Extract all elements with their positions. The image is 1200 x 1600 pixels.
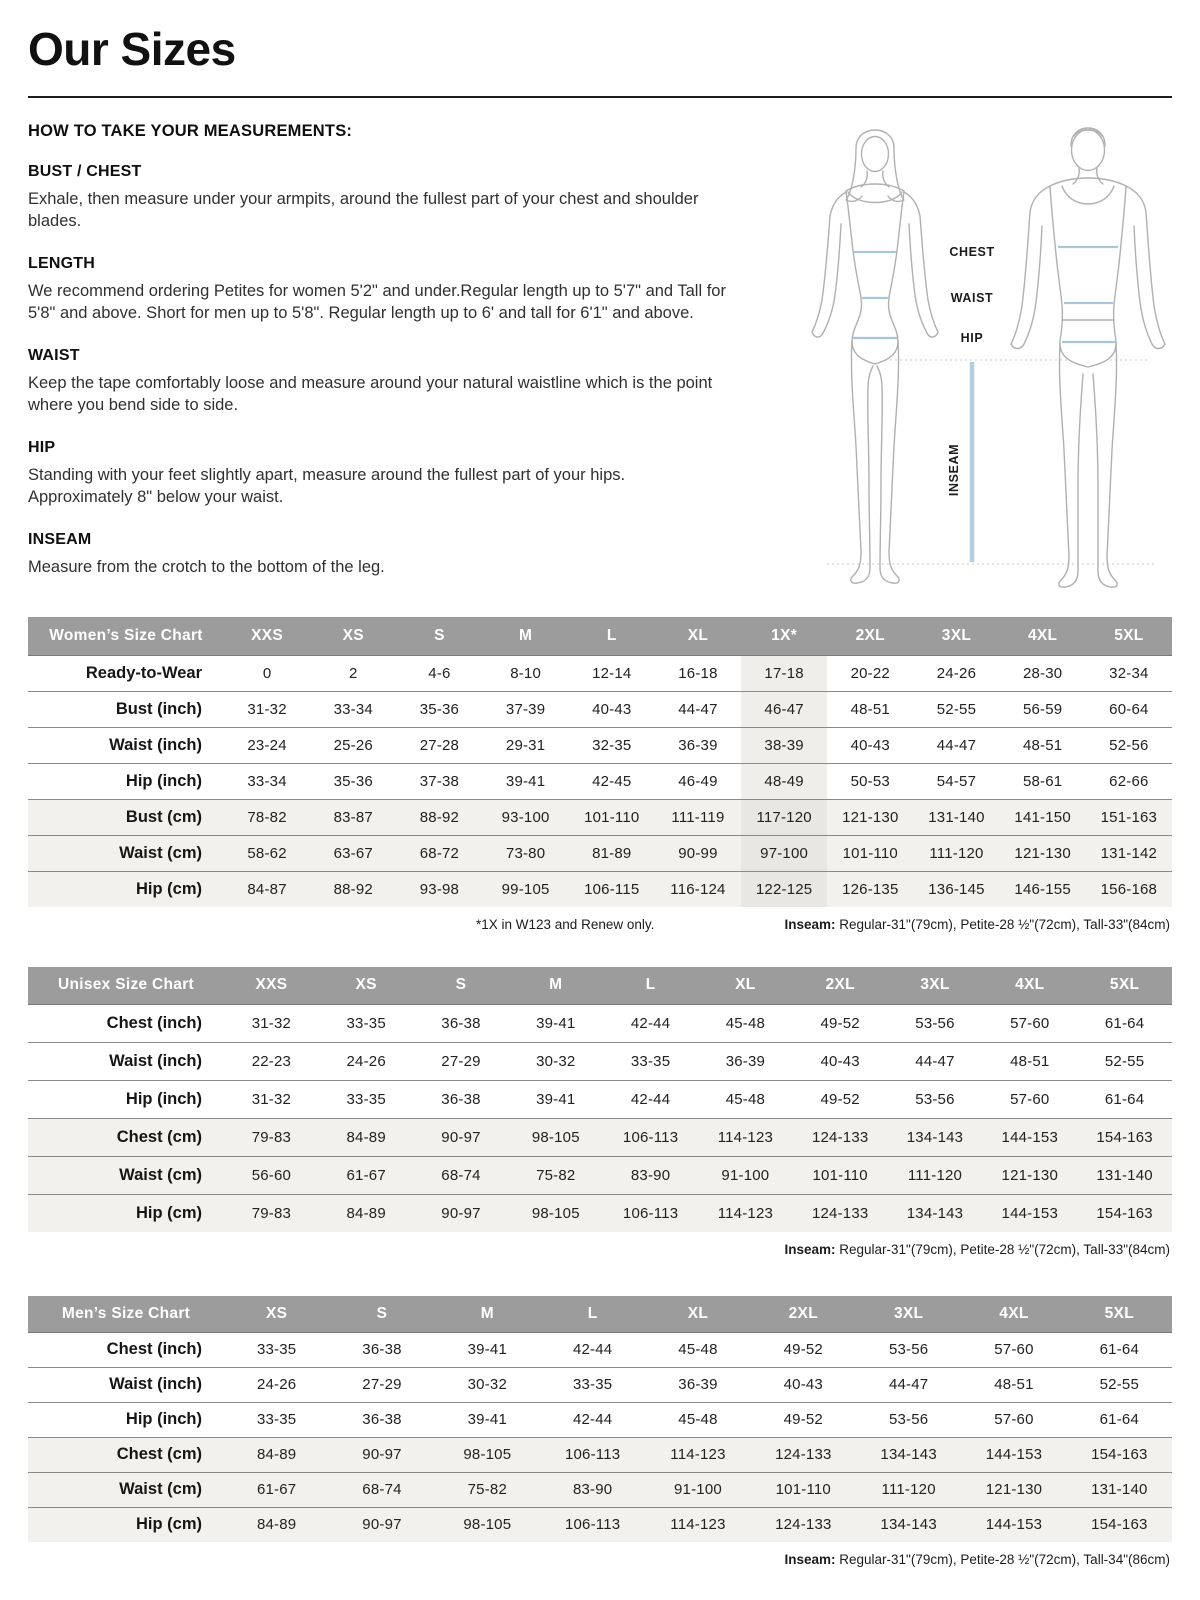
size-cell: 24-26 (936, 664, 977, 682)
size-cell: 44-47 (856, 1367, 961, 1402)
size-cell: 97-100 (741, 835, 827, 871)
size-cell: 33-35 (346, 1014, 386, 1032)
size-cell: 79-83 (224, 1194, 319, 1232)
how-to-heading: HOW TO TAKE YOUR MEASUREMENTS: (28, 122, 353, 140)
size-cell: 4-6 (428, 664, 451, 682)
size-cell: 45-48 (725, 1014, 766, 1032)
table-row (28, 1042, 1172, 1080)
size-cell: 33-34 (310, 691, 396, 727)
column-header: 3XL (913, 617, 999, 655)
inseam-note: Inseam: Regular-31"(79cm), Petite-28 ½"(72cm), Tall-33"(84cm) (784, 1242, 1170, 1257)
size-cell: 39-41 (508, 1080, 603, 1118)
size-cell: 48-51 (982, 1042, 1077, 1080)
table-row (28, 691, 1172, 727)
column-header: 4XL (982, 967, 1077, 1004)
size-cell: 154-163 (1077, 1118, 1172, 1156)
size-cell: 42-45 (569, 763, 655, 799)
size-cell: 39-41 (536, 1014, 576, 1032)
size-cell: 30-32 (508, 1042, 603, 1080)
size-cell: 46-49 (655, 763, 741, 799)
row-label: Hip (cm) (28, 1507, 224, 1542)
column-header: S (329, 1296, 434, 1332)
size-cell: 90-97 (329, 1437, 434, 1472)
size-cell: 33-35 (603, 1042, 698, 1080)
size-cell: 83-90 (603, 1156, 698, 1194)
size-cell: 93-100 (483, 799, 569, 835)
column-header: 2XL (751, 1296, 856, 1332)
table-row (28, 1080, 1172, 1118)
size-cell: 36-39 (698, 1042, 793, 1080)
size-cell: 79-83 (224, 1118, 319, 1156)
size-cell: 58-62 (224, 835, 310, 871)
size-cell: 36-38 (441, 1014, 481, 1032)
size-cell: 58-61 (1000, 763, 1086, 799)
size-cell: 121-130 (1000, 835, 1086, 871)
size-cell: 134-143 (856, 1507, 961, 1542)
size-cell: 106-113 (540, 1507, 645, 1542)
size-cell: 101-110 (751, 1472, 856, 1507)
size-cell: 61-67 (319, 1156, 414, 1194)
woman-figure-outline (812, 130, 938, 583)
row-label: Hip (cm) (28, 871, 224, 907)
table-row (28, 1472, 1172, 1507)
column-header: XS (319, 967, 414, 1004)
size-cell: 131-140 (1067, 1472, 1172, 1507)
table-row (28, 1194, 1172, 1232)
size-cell: 81-89 (569, 835, 655, 871)
size-cell: 124-133 (751, 1437, 856, 1472)
size-cell: 40-43 (827, 727, 913, 763)
section-body-hip: Standing with your feet slightly apart, measure around the fullest part of your hips. Approximately 8" below your waist. (28, 465, 626, 507)
size-cell: 33-35 (256, 1341, 297, 1358)
size-cell: 62-66 (1086, 763, 1172, 799)
size-cell: 144-153 (982, 1194, 1077, 1232)
size-cell: 36-38 (362, 1341, 402, 1358)
table-notes (28, 1242, 1172, 1262)
size-cell: 131-140 (1077, 1156, 1172, 1194)
size-cell: 61-64 (1099, 1341, 1139, 1358)
size-cell: 49-52 (751, 1402, 856, 1437)
size-cell: 122-125 (741, 871, 827, 907)
size-cell: 131-142 (1086, 835, 1172, 871)
size-cell: 57-60 (982, 1080, 1077, 1118)
size-cell: 111-120 (913, 835, 999, 871)
table-row (28, 1437, 1172, 1472)
size-cell: 124-133 (751, 1507, 856, 1542)
size-cell: 52-55 (1077, 1042, 1172, 1080)
column-header: 1X* (741, 617, 827, 655)
row-label: Waist (cm) (28, 1472, 224, 1507)
size-cell: 42-44 (603, 1080, 698, 1118)
size-cell: 124-133 (793, 1194, 888, 1232)
size-cell: 121-130 (982, 1156, 1077, 1194)
size-cell: 134-143 (888, 1194, 983, 1232)
size-cell: 91-100 (698, 1156, 793, 1194)
size-cell: 90-97 (329, 1507, 434, 1542)
size-cell: 0 (262, 664, 272, 682)
unisex-size-chart (28, 967, 1172, 1262)
size-cell: 54-57 (913, 763, 999, 799)
column-header: XL (655, 617, 741, 655)
size-cell: 134-143 (888, 1118, 983, 1156)
size-cell: 31-32 (224, 1080, 319, 1118)
size-cell: 93-98 (396, 871, 482, 907)
size-cell: 50-53 (827, 763, 913, 799)
diagram-label-waist: WAIST (950, 291, 994, 305)
row-label: Waist (cm) (28, 835, 224, 871)
table-notes (28, 917, 1172, 937)
size-cell: 154-163 (1067, 1437, 1172, 1472)
size-cell: 40-43 (569, 691, 655, 727)
size-cell: 42-44 (572, 1341, 613, 1358)
size-cell: 61-67 (224, 1472, 329, 1507)
size-cell: 36-38 (414, 1080, 509, 1118)
column-header: M (508, 967, 603, 1004)
size-cell: 53-56 (888, 1080, 983, 1118)
size-cell: 36-39 (655, 727, 741, 763)
table-row (28, 763, 1172, 799)
size-cell: 24-26 (224, 1367, 329, 1402)
section-body-bust-chest: Exhale, then measure under your armpits, around the fullest part of your chest and shoulder blades. (28, 190, 699, 231)
size-cell: 29-31 (483, 727, 569, 763)
size-cell: 63-67 (310, 835, 396, 871)
man-figure-outline (1011, 128, 1165, 587)
size-cell: 151-163 (1086, 799, 1172, 835)
size-cell: 49-52 (820, 1014, 860, 1032)
size-cell: 90-97 (414, 1194, 509, 1232)
column-header: XS (310, 617, 396, 655)
table-row (28, 655, 1172, 691)
row-label: Chest (cm) (28, 1437, 224, 1472)
column-header: XS (224, 1296, 329, 1332)
how-to-section (28, 122, 733, 578)
column-header: 4XL (1000, 617, 1086, 655)
size-cell: 16-18 (678, 664, 718, 682)
table-title: Men’s Size Chart (28, 1296, 224, 1332)
size-cell: 60-64 (1086, 691, 1172, 727)
measurement-figures-illustration (782, 112, 1178, 590)
size-cell: 39-41 (435, 1402, 540, 1437)
size-cell: 114-123 (698, 1118, 793, 1156)
column-header: 5XL (1067, 1296, 1172, 1332)
size-cell: 88-92 (310, 871, 396, 907)
size-cell: 44-47 (913, 727, 999, 763)
size-cell: 45-48 (645, 1402, 750, 1437)
size-cell: 144-153 (961, 1437, 1066, 1472)
size-cell: 61-64 (1104, 1014, 1145, 1032)
size-cell: 2 (348, 664, 358, 682)
section-body-inseam: Measure from the crotch to the bottom of the leg. (28, 557, 385, 576)
section-heading-inseam: INSEAM (28, 530, 92, 548)
size-cell: 88-92 (396, 799, 482, 835)
size-cell: 84-89 (224, 1507, 329, 1542)
size-cell: 39-41 (483, 763, 569, 799)
size-cell: 8-10 (510, 664, 542, 682)
size-cell: 136-145 (913, 871, 999, 907)
table-row (28, 1156, 1172, 1194)
size-cell: 52-55 (913, 691, 999, 727)
size-cell: 44-47 (888, 1042, 983, 1080)
size-cell: 28-30 (1022, 664, 1063, 682)
size-cell: 32-34 (1109, 664, 1149, 682)
row-label: Chest (cm) (28, 1118, 224, 1156)
size-cell: 68-74 (329, 1472, 434, 1507)
size-cell: 90-97 (414, 1118, 509, 1156)
size-cell: 141-150 (1000, 799, 1086, 835)
size-cell: 101-110 (793, 1156, 888, 1194)
size-cell: 83-90 (540, 1472, 645, 1507)
size-cell: 154-163 (1067, 1507, 1172, 1542)
size-cell: 27-28 (396, 727, 482, 763)
size-cell: 75-82 (508, 1156, 603, 1194)
size-cell: 45-48 (698, 1080, 793, 1118)
size-cell: 35-36 (310, 763, 396, 799)
column-header: 3XL (856, 1296, 961, 1332)
size-cell: 114-123 (698, 1194, 793, 1232)
section-heading-length: LENGTH (28, 254, 95, 272)
size-cell: 53-56 (856, 1402, 961, 1437)
size-cell: 49-52 (783, 1341, 823, 1358)
size-cell: 84-89 (319, 1118, 414, 1156)
size-cell: 78-82 (224, 799, 310, 835)
section-heading-waist: WAIST (28, 346, 80, 364)
row-label: Chest (inch) (106, 1340, 202, 1358)
size-cell: 37-39 (483, 691, 569, 727)
size-cell: 39-41 (467, 1341, 507, 1358)
table-row (28, 1004, 1172, 1042)
size-cell: 48-51 (827, 691, 913, 727)
size-cell: 45-48 (678, 1341, 718, 1358)
size-cell: 156-168 (1086, 871, 1172, 907)
size-cell: 40-43 (793, 1042, 888, 1080)
table-row (28, 1402, 1172, 1437)
size-cell: 56-60 (224, 1156, 319, 1194)
size-cell: 57-60 (1010, 1014, 1050, 1032)
size-cell: 114-123 (645, 1437, 750, 1472)
size-cell: 134-143 (856, 1437, 961, 1472)
page-title: Our Sizes (28, 23, 236, 75)
inseam-note: Inseam: Regular-31"(79cm), Petite-28 ½"(72cm), Tall-33"(84cm) (784, 917, 1170, 932)
diagram-label-chest: CHEST (949, 245, 995, 259)
size-cell: 57-60 (961, 1402, 1066, 1437)
body-outline-diagram (782, 112, 1178, 590)
row-label: Bust (inch) (28, 691, 224, 727)
size-cell: 111-120 (856, 1472, 961, 1507)
size-cell: 98-105 (435, 1507, 540, 1542)
table-title: Unisex Size Chart (28, 967, 224, 1004)
size-cell: 101-110 (827, 835, 913, 871)
size-cell: 46-47 (741, 691, 827, 727)
size-cell: 33-35 (319, 1080, 414, 1118)
column-header: 2XL (827, 617, 913, 655)
size-cell: 144-153 (982, 1118, 1077, 1156)
size-cell: 31-32 (251, 1014, 292, 1032)
size-cell: 91-100 (645, 1472, 750, 1507)
size-cell: 111-120 (888, 1156, 983, 1194)
size-cell: 52-56 (1086, 727, 1172, 763)
size-cell: 12-14 (592, 664, 632, 682)
size-cell: 83-87 (310, 799, 396, 835)
title-underline (28, 96, 1172, 98)
size-table (28, 1296, 1172, 1542)
size-cell: 106-113 (540, 1437, 645, 1472)
row-label: Waist (cm) (28, 1156, 224, 1194)
size-cell: 68-72 (396, 835, 482, 871)
column-header: L (603, 967, 698, 1004)
size-cell: 44-47 (655, 691, 741, 727)
size-cell: 22-23 (224, 1042, 319, 1080)
row-label: Waist (inch) (28, 727, 224, 763)
column-header: L (540, 1296, 645, 1332)
size-cell: 106-113 (603, 1194, 698, 1232)
table-title: Women’s Size Chart (28, 617, 224, 655)
inseam-note: Inseam: Regular-31"(79cm), Petite-28 ½"(72cm), Tall-34"(86cm) (784, 1552, 1170, 1567)
size-cell: 61-64 (1067, 1402, 1172, 1437)
column-header: XL (645, 1296, 750, 1332)
column-header: 3XL (888, 967, 983, 1004)
row-label: Hip (cm) (28, 1194, 224, 1232)
table-notes (28, 1552, 1172, 1572)
section-body-length: We recommend ordering Petites for women 5'2" and under.Regular length up to 5'7" and Tall for 5'8" and above. Short for men up to 5'8". Regular length up to 6' and tall for 6'1" and above. (28, 281, 726, 323)
size-table (28, 967, 1172, 1232)
size-cell: 131-140 (913, 799, 999, 835)
table-row (28, 1332, 1172, 1367)
size-cell: 121-130 (961, 1472, 1066, 1507)
size-cell: 68-74 (414, 1156, 509, 1194)
size-cell: 52-55 (1067, 1367, 1172, 1402)
size-cell: 57-60 (994, 1341, 1034, 1358)
size-cell: 114-123 (645, 1507, 750, 1542)
table-footnote: *1X in W123 and Renew only. (476, 917, 655, 932)
size-cell: 32-35 (569, 727, 655, 763)
row-label: Waist (inch) (28, 1367, 224, 1402)
size-cell: 33-35 (540, 1367, 645, 1402)
size-cell: 146-155 (1000, 871, 1086, 907)
size-cell: 42-44 (540, 1402, 645, 1437)
size-cell: 106-115 (569, 871, 655, 907)
size-cell: 73-80 (483, 835, 569, 871)
section-heading-bust-chest: BUST / CHEST (28, 163, 142, 180)
size-cell: 49-52 (793, 1080, 888, 1118)
row-label: Hip (inch) (28, 1402, 224, 1437)
size-cell: 84-87 (224, 871, 310, 907)
size-cell: 17-18 (741, 655, 827, 691)
mens-size-chart (28, 1296, 1172, 1572)
size-cell: 116-124 (655, 871, 741, 907)
size-cell: 106-113 (603, 1118, 698, 1156)
table-row (28, 1118, 1172, 1156)
section-body-waist: Keep the tape comfortably loose and measure around your natural waistline which is the point where you bend side to side. (28, 373, 713, 415)
size-cell: 90-99 (655, 835, 741, 871)
size-cell: 117-120 (741, 799, 827, 835)
size-cell: 38-39 (741, 727, 827, 763)
column-header: 4XL (961, 1296, 1066, 1332)
size-cell: 98-105 (508, 1118, 603, 1156)
size-cell: 25-26 (310, 727, 396, 763)
table-row (28, 727, 1172, 763)
column-header: XL (698, 967, 793, 1004)
size-cell: 101-110 (569, 799, 655, 835)
row-label: Ready-to-Wear (85, 663, 202, 682)
size-cell: 53-56 (915, 1014, 955, 1032)
column-header: 5XL (1077, 967, 1172, 1004)
size-cell: 61-64 (1077, 1080, 1172, 1118)
size-cell: 126-135 (827, 871, 913, 907)
diagram-label-hip: HIP (960, 331, 984, 345)
column-header: XXS (224, 617, 310, 655)
size-cell: 23-24 (224, 727, 310, 763)
size-cell: 98-105 (508, 1194, 603, 1232)
size-cell: 48-51 (1000, 727, 1086, 763)
size-cell: 154-163 (1077, 1194, 1172, 1232)
size-cell: 40-43 (751, 1367, 856, 1402)
size-cell: 124-133 (793, 1118, 888, 1156)
table-row (28, 799, 1172, 835)
size-cell: 99-105 (483, 871, 569, 907)
size-cell: 31-32 (224, 691, 310, 727)
size-cell: 20-22 (850, 664, 890, 682)
column-header: 2XL (793, 967, 888, 1004)
size-cell: 30-32 (435, 1367, 540, 1402)
size-cell: 27-29 (329, 1367, 434, 1402)
size-table (28, 617, 1172, 907)
column-header: M (435, 1296, 540, 1332)
size-cell: 84-89 (319, 1194, 414, 1232)
size-cell: 27-29 (414, 1042, 509, 1080)
column-header: L (569, 617, 655, 655)
size-cell: 42-44 (630, 1014, 671, 1032)
row-label: Hip (inch) (28, 763, 224, 799)
size-cell: 33-34 (224, 763, 310, 799)
row-label: Bust (cm) (28, 799, 224, 835)
table-row (28, 1507, 1172, 1542)
size-cell: 48-51 (961, 1367, 1066, 1402)
table-row (28, 871, 1172, 907)
size-cell: 98-105 (435, 1437, 540, 1472)
column-header: M (483, 617, 569, 655)
column-header: S (414, 967, 509, 1004)
size-cell: 111-119 (655, 799, 741, 835)
size-cell: 56-59 (1000, 691, 1086, 727)
section-heading-hip: HIP (28, 438, 56, 456)
column-header: S (396, 617, 482, 655)
size-cell: 121-130 (827, 799, 913, 835)
size-cell: 75-82 (435, 1472, 540, 1507)
column-header: 5XL (1086, 617, 1172, 655)
row-label: Hip (inch) (28, 1080, 224, 1118)
size-cell: 144-153 (961, 1507, 1066, 1542)
womens-size-chart (28, 617, 1172, 937)
row-label: Waist (inch) (28, 1042, 224, 1080)
column-header: XXS (224, 967, 319, 1004)
row-label: Chest (inch) (106, 1013, 202, 1032)
size-cell: 48-49 (741, 763, 827, 799)
size-cell: 37-38 (396, 763, 482, 799)
size-cell: 33-35 (224, 1402, 329, 1437)
size-cell: 53-56 (888, 1341, 929, 1358)
size-cell: 35-36 (396, 691, 482, 727)
size-cell: 24-26 (319, 1042, 414, 1080)
diagram-label-inseam: INSEAM (947, 443, 961, 497)
size-cell: 36-38 (329, 1402, 434, 1437)
table-row (28, 1367, 1172, 1402)
size-cell: 84-89 (224, 1437, 329, 1472)
table-row (28, 835, 1172, 871)
size-cell: 36-39 (645, 1367, 750, 1402)
